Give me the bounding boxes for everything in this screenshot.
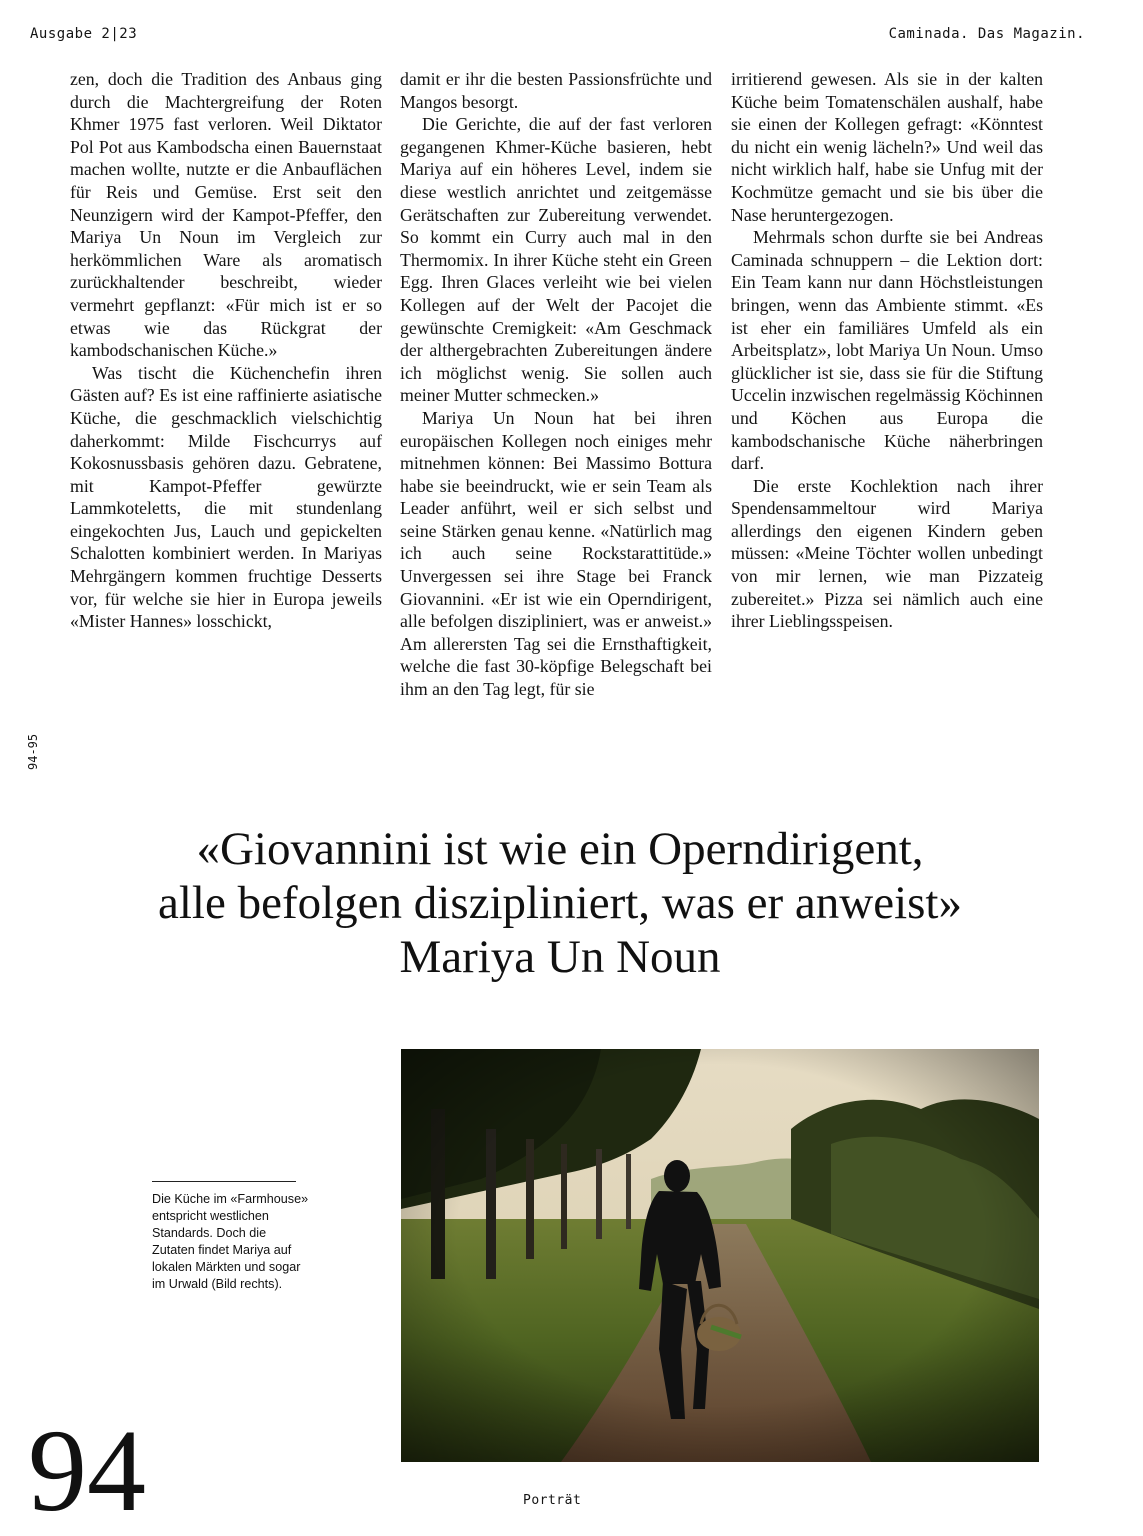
paragraph: damit er ihr die besten Passionsfrüchte und Mangos besorgt.: [400, 69, 712, 112]
pull-quote-line: «Giovannini ist wie ein Operndirigent,: [196, 823, 924, 875]
paragraph: Die erste Kochlektion nach ihrer Spendensammeltour wird Mariya allerdings den eigenen Kindern geben müssen: «Meine Töchter wollen unbedingt von mir lernen, wie man Pizzateig zubereitet.» Pizza sei nämlich auch eine ihrer Lieblingsspeisen.: [731, 475, 1043, 632]
section-label: Porträt: [523, 1493, 582, 1508]
magazine-title: Caminada. Das Magazin.: [888, 26, 1085, 42]
paragraph: Mehrmals schon durfte sie bei Andreas Caminada schnuppern – die Lektion dort: Ein Team kann nur dann Höchstleistungen bringen, wenn das Ambiente stimmt. «Es ist eher ein familiäres Umfeld als ein Arbeitsplatz», lobt Mariya Un Noun. Umso glücklicher ist sie, dass sie für die Stiftung Uccelin inzwischen regelmässig Köchinnen und Köchen aus Europa die kambodschanische Küche näherbringen darf.: [731, 227, 1043, 474]
paragraph: zen, doch die Tradition des Anbaus ging durch die Machtergreifung der Roten Khmer 1975 fast verloren. Weil Diktator Pol Pot aus Kambodscha einen Bauernstaat machen wollte, nutzte er die Anbauflächen für Reis und Gemüse. Erst seit den Neunzigern wird der Kampot-Pfeffer, den Mariya Un Noun im Vergleich zur herkömmlichen Ware als aromatisch zurückhaltender beschreibt, wieder vermehrt gepflanzt: «Für mich ist er so etwas wie das Rückgrat der kambodschanischen Küche.»: [70, 69, 382, 361]
paragraph: Mariya Un Noun hat bei ihren europäischen Kollegen noch einiges mehr mitnehmen können: Bei Massimo Bottura habe sie beeindruckt, wie er sein Team als Leader anführt, weil er sich selbst und seine Stärken genau kenne. «Natürlich mag ich auch seine Rockstarattitüde.» Unvergessen sei ihre Stage bei Franck Giovannini. «Er ist wie ein Operndirigent, alle befolgen diszipliniert, was er anweist.» Am allerersten Tag sei die Ernsthaftigkeit, welche die fast 30-köpfige Belegschaft bei ihm an den Tag legt, für sie: [400, 407, 712, 700]
photo-caption: Die Küche im «Farmhouse» entspricht westlichen Standards. Doch die Zutaten findet Mariya auf lokalen Märkten und sogar im Urwald (Bild rechts).: [152, 1192, 309, 1291]
paragraph: Die Gerichte, die auf der fast verloren gegangenen Khmer-Küche basieren, hebt Mariya auf ein höheres Level, indem sie diese westlich anrichtet und zeitgemässe Gerätschaften zur Zubereitung verwendet. So kommt ein Curry auch mal in den Thermomix. In ihrer Küche steht ein Green Egg. Ihren Glaces verleiht wie bei vielen Kollegen auf der Welt der Pacojet die gewünschte Cremigkeit: «Am Geschmack der althergebrachten Zubereitungen ändere ich möglichst wenig. Sie sollen auch meiner Mutter schmecken.»: [400, 114, 712, 406]
page-range: 94-95: [26, 733, 40, 770]
article-column-2: [400, 68, 712, 701]
paragraph: Was tischt die Küchenchefin ihren Gästen auf? Es ist eine raffinierte asiatische Küche, die geschmacklich vielschichtig daherkommt: Milde Fischcurrys auf Kokosnussbasis gehören dazu. Gebratene, mit Kampot-Pfeffer gewürzte Lammkoteletts, die mit stundenlang eingekochten Jus, Lauch und gepickelten Schalotten kombiniert werden. In Mariyas Mehrgängern kommen fruchtige Desserts vor, für welche sie hier in Europa jeweils «Mister Hannes» losschickt,: [70, 362, 382, 632]
photo-woman-walking-path: [401, 1049, 1039, 1462]
pull-quote-attribution: Mariya Un Noun: [399, 931, 721, 983]
article-column-1: [70, 68, 382, 633]
issue-label: Ausgabe 2|23: [30, 26, 138, 42]
page-number: 94: [28, 1405, 146, 1536]
paragraph: irritierend gewesen. Als sie in der kalten Küche beim Tomatenschälen aushalf, habe sie einen der Kollegen gefragt: «Könntest du nicht ein wenig lächeln?» Und weil das nicht wirklich half, habe sie Unfug mit der Kochmütze gemacht und sie bis über die Nase heruntergezogen.: [731, 69, 1043, 225]
pull-quote: [40, 822, 1080, 984]
article-column-3: [731, 68, 1043, 633]
caption-rule: [152, 1181, 296, 1182]
pull-quote-line: alle befolgen diszipliniert, was er anweist»: [158, 877, 962, 929]
